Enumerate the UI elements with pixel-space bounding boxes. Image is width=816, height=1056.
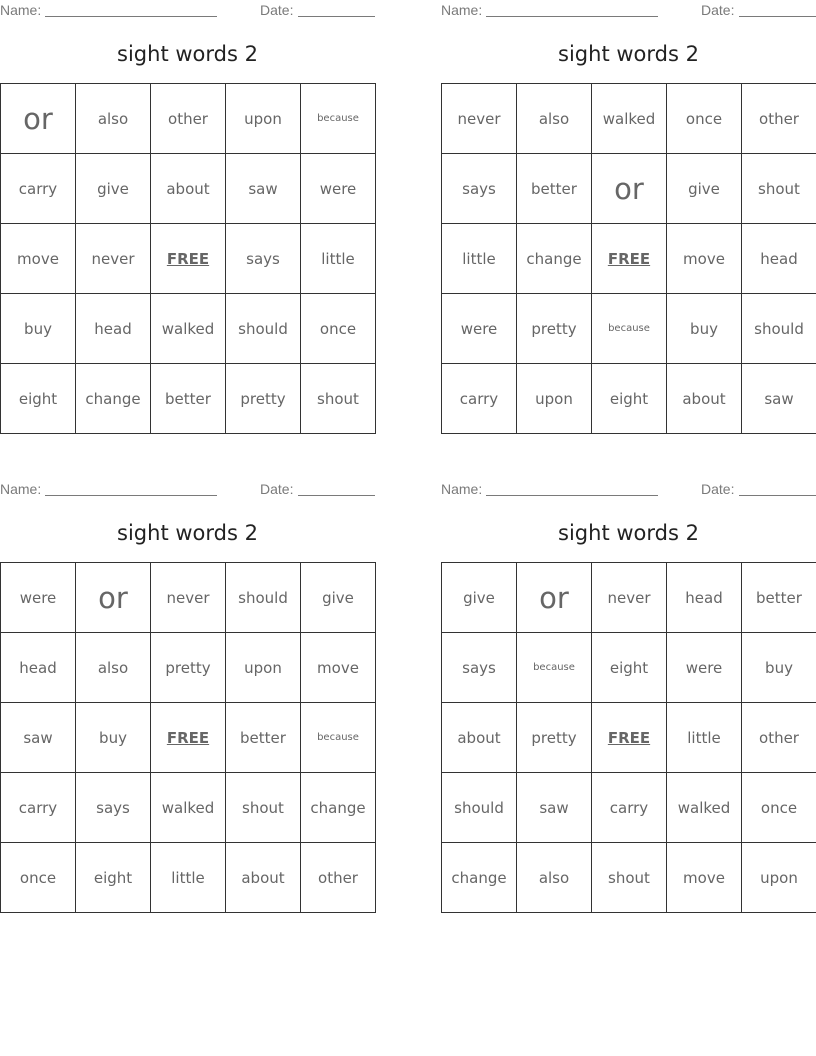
word-cell: better xyxy=(226,703,301,773)
date-field-line[interactable] xyxy=(298,16,375,17)
word-cell: little xyxy=(301,224,376,294)
word-cell: walked xyxy=(667,773,742,843)
date-field-line[interactable] xyxy=(739,495,816,496)
name-label: Name: xyxy=(441,481,483,497)
word-cell: eight xyxy=(76,843,151,913)
word-cell: carry xyxy=(1,154,76,224)
name-field-line[interactable] xyxy=(486,495,658,496)
word-cell: other xyxy=(742,703,816,773)
date-label: Date: xyxy=(260,2,294,18)
free-space-cell: FREE xyxy=(592,703,667,773)
bingo-row xyxy=(1,563,376,633)
word-cell: head xyxy=(742,224,816,294)
word-cell: about xyxy=(442,703,517,773)
free-space-cell: FREE xyxy=(592,224,667,294)
word-cell: change xyxy=(76,364,151,434)
word-cell: never xyxy=(442,84,517,154)
word-cell: carry xyxy=(1,773,76,843)
card-header xyxy=(0,2,375,20)
bingo-grid xyxy=(0,83,376,434)
word-cell: move xyxy=(667,224,742,294)
word-cell: saw xyxy=(226,154,301,224)
bingo-grid xyxy=(441,562,816,913)
word-cell: once xyxy=(667,84,742,154)
word-cell: never xyxy=(151,563,226,633)
word-cell: shout xyxy=(301,364,376,434)
word-cell: says xyxy=(76,773,151,843)
bingo-row xyxy=(1,364,376,434)
card-title: sight words 2 xyxy=(558,521,699,545)
word-cell: about xyxy=(151,154,226,224)
word-cell: other xyxy=(301,843,376,913)
bingo-row xyxy=(1,224,376,294)
bingo-row xyxy=(1,84,376,154)
word-cell: about xyxy=(667,364,742,434)
date-label: Date: xyxy=(701,2,735,18)
word-cell: head xyxy=(667,563,742,633)
word-cell: walked xyxy=(151,294,226,364)
word-cell: buy xyxy=(667,294,742,364)
word-cell: says xyxy=(226,224,301,294)
word-cell: shout xyxy=(742,154,816,224)
word-cell: were xyxy=(1,563,76,633)
word-cell: were xyxy=(667,633,742,703)
word-cell: because xyxy=(517,633,592,703)
word-cell: eight xyxy=(592,364,667,434)
word-cell: once xyxy=(301,294,376,364)
card-title: sight words 2 xyxy=(117,42,258,66)
word-cell: or xyxy=(592,154,667,224)
word-cell: also xyxy=(517,84,592,154)
word-cell: walked xyxy=(592,84,667,154)
bingo-row xyxy=(1,154,376,224)
word-cell: carry xyxy=(592,773,667,843)
word-cell: shout xyxy=(226,773,301,843)
bingo-row xyxy=(442,563,816,633)
name-field-line[interactable] xyxy=(486,16,658,17)
word-cell: change xyxy=(442,843,517,913)
card-header xyxy=(441,481,816,499)
card-header xyxy=(0,481,375,499)
word-cell: change xyxy=(301,773,376,843)
bingo-grid xyxy=(441,83,816,434)
word-cell: other xyxy=(151,84,226,154)
word-cell: move xyxy=(667,843,742,913)
bingo-row xyxy=(442,154,816,224)
word-cell: give xyxy=(76,154,151,224)
word-cell: because xyxy=(301,84,376,154)
word-cell: change xyxy=(517,224,592,294)
word-cell: never xyxy=(592,563,667,633)
word-cell: eight xyxy=(592,633,667,703)
word-cell: little xyxy=(667,703,742,773)
bingo-row xyxy=(442,84,816,154)
word-cell: walked xyxy=(151,773,226,843)
card-title: sight words 2 xyxy=(117,521,258,545)
word-cell: once xyxy=(1,843,76,913)
word-cell: little xyxy=(151,843,226,913)
word-cell: buy xyxy=(76,703,151,773)
word-cell: should xyxy=(442,773,517,843)
word-cell: shout xyxy=(592,843,667,913)
name-label: Name: xyxy=(0,2,42,18)
word-cell: or xyxy=(517,563,592,633)
word-cell: says xyxy=(442,154,517,224)
word-cell: eight xyxy=(1,364,76,434)
word-cell: pretty xyxy=(151,633,226,703)
word-cell: head xyxy=(76,294,151,364)
name-label: Name: xyxy=(441,2,483,18)
word-cell: move xyxy=(1,224,76,294)
bingo-row xyxy=(1,773,376,843)
word-cell: says xyxy=(442,633,517,703)
bingo-row xyxy=(1,843,376,913)
word-cell: little xyxy=(442,224,517,294)
word-cell: should xyxy=(742,294,816,364)
word-cell: saw xyxy=(742,364,816,434)
word-cell: pretty xyxy=(226,364,301,434)
name-field-line[interactable] xyxy=(45,495,217,496)
bingo-row xyxy=(1,294,376,364)
word-cell: give xyxy=(301,563,376,633)
name-field-line[interactable] xyxy=(45,16,217,17)
word-cell: pretty xyxy=(517,703,592,773)
word-cell: never xyxy=(76,224,151,294)
bingo-row xyxy=(442,294,816,364)
word-cell: were xyxy=(301,154,376,224)
card-header xyxy=(441,2,816,20)
bingo-row xyxy=(442,633,816,703)
word-cell: should xyxy=(226,563,301,633)
word-cell: once xyxy=(742,773,816,843)
bingo-row xyxy=(1,633,376,703)
word-cell: carry xyxy=(442,364,517,434)
word-cell: head xyxy=(1,633,76,703)
card-title: sight words 2 xyxy=(558,42,699,66)
word-cell: because xyxy=(592,294,667,364)
word-cell: upon xyxy=(226,84,301,154)
free-space-cell: FREE xyxy=(151,703,226,773)
word-cell: move xyxy=(301,633,376,703)
word-cell: upon xyxy=(517,364,592,434)
word-cell: were xyxy=(442,294,517,364)
word-cell: better xyxy=(742,563,816,633)
bingo-row xyxy=(442,703,816,773)
word-cell: pretty xyxy=(517,294,592,364)
bingo-row xyxy=(442,843,816,913)
date-field-line[interactable] xyxy=(298,495,375,496)
word-cell: also xyxy=(517,843,592,913)
name-label: Name: xyxy=(0,481,42,497)
word-cell: other xyxy=(742,84,816,154)
date-label: Date: xyxy=(701,481,735,497)
word-cell: also xyxy=(76,84,151,154)
word-cell: give xyxy=(667,154,742,224)
word-cell: better xyxy=(517,154,592,224)
bingo-grid xyxy=(0,562,376,913)
bingo-row xyxy=(442,364,816,434)
date-label: Date: xyxy=(260,481,294,497)
word-cell: or xyxy=(76,563,151,633)
bingo-row xyxy=(442,224,816,294)
bingo-row xyxy=(1,703,376,773)
date-field-line[interactable] xyxy=(739,16,816,17)
word-cell: saw xyxy=(1,703,76,773)
word-cell: saw xyxy=(517,773,592,843)
word-cell: because xyxy=(301,703,376,773)
free-space-cell: FREE xyxy=(151,224,226,294)
word-cell: upon xyxy=(226,633,301,703)
word-cell: buy xyxy=(742,633,816,703)
word-cell: upon xyxy=(742,843,816,913)
bingo-row xyxy=(442,773,816,843)
word-cell: about xyxy=(226,843,301,913)
word-cell: also xyxy=(76,633,151,703)
word-cell: or xyxy=(1,84,76,154)
word-cell: better xyxy=(151,364,226,434)
word-cell: give xyxy=(442,563,517,633)
word-cell: should xyxy=(226,294,301,364)
word-cell: buy xyxy=(1,294,76,364)
